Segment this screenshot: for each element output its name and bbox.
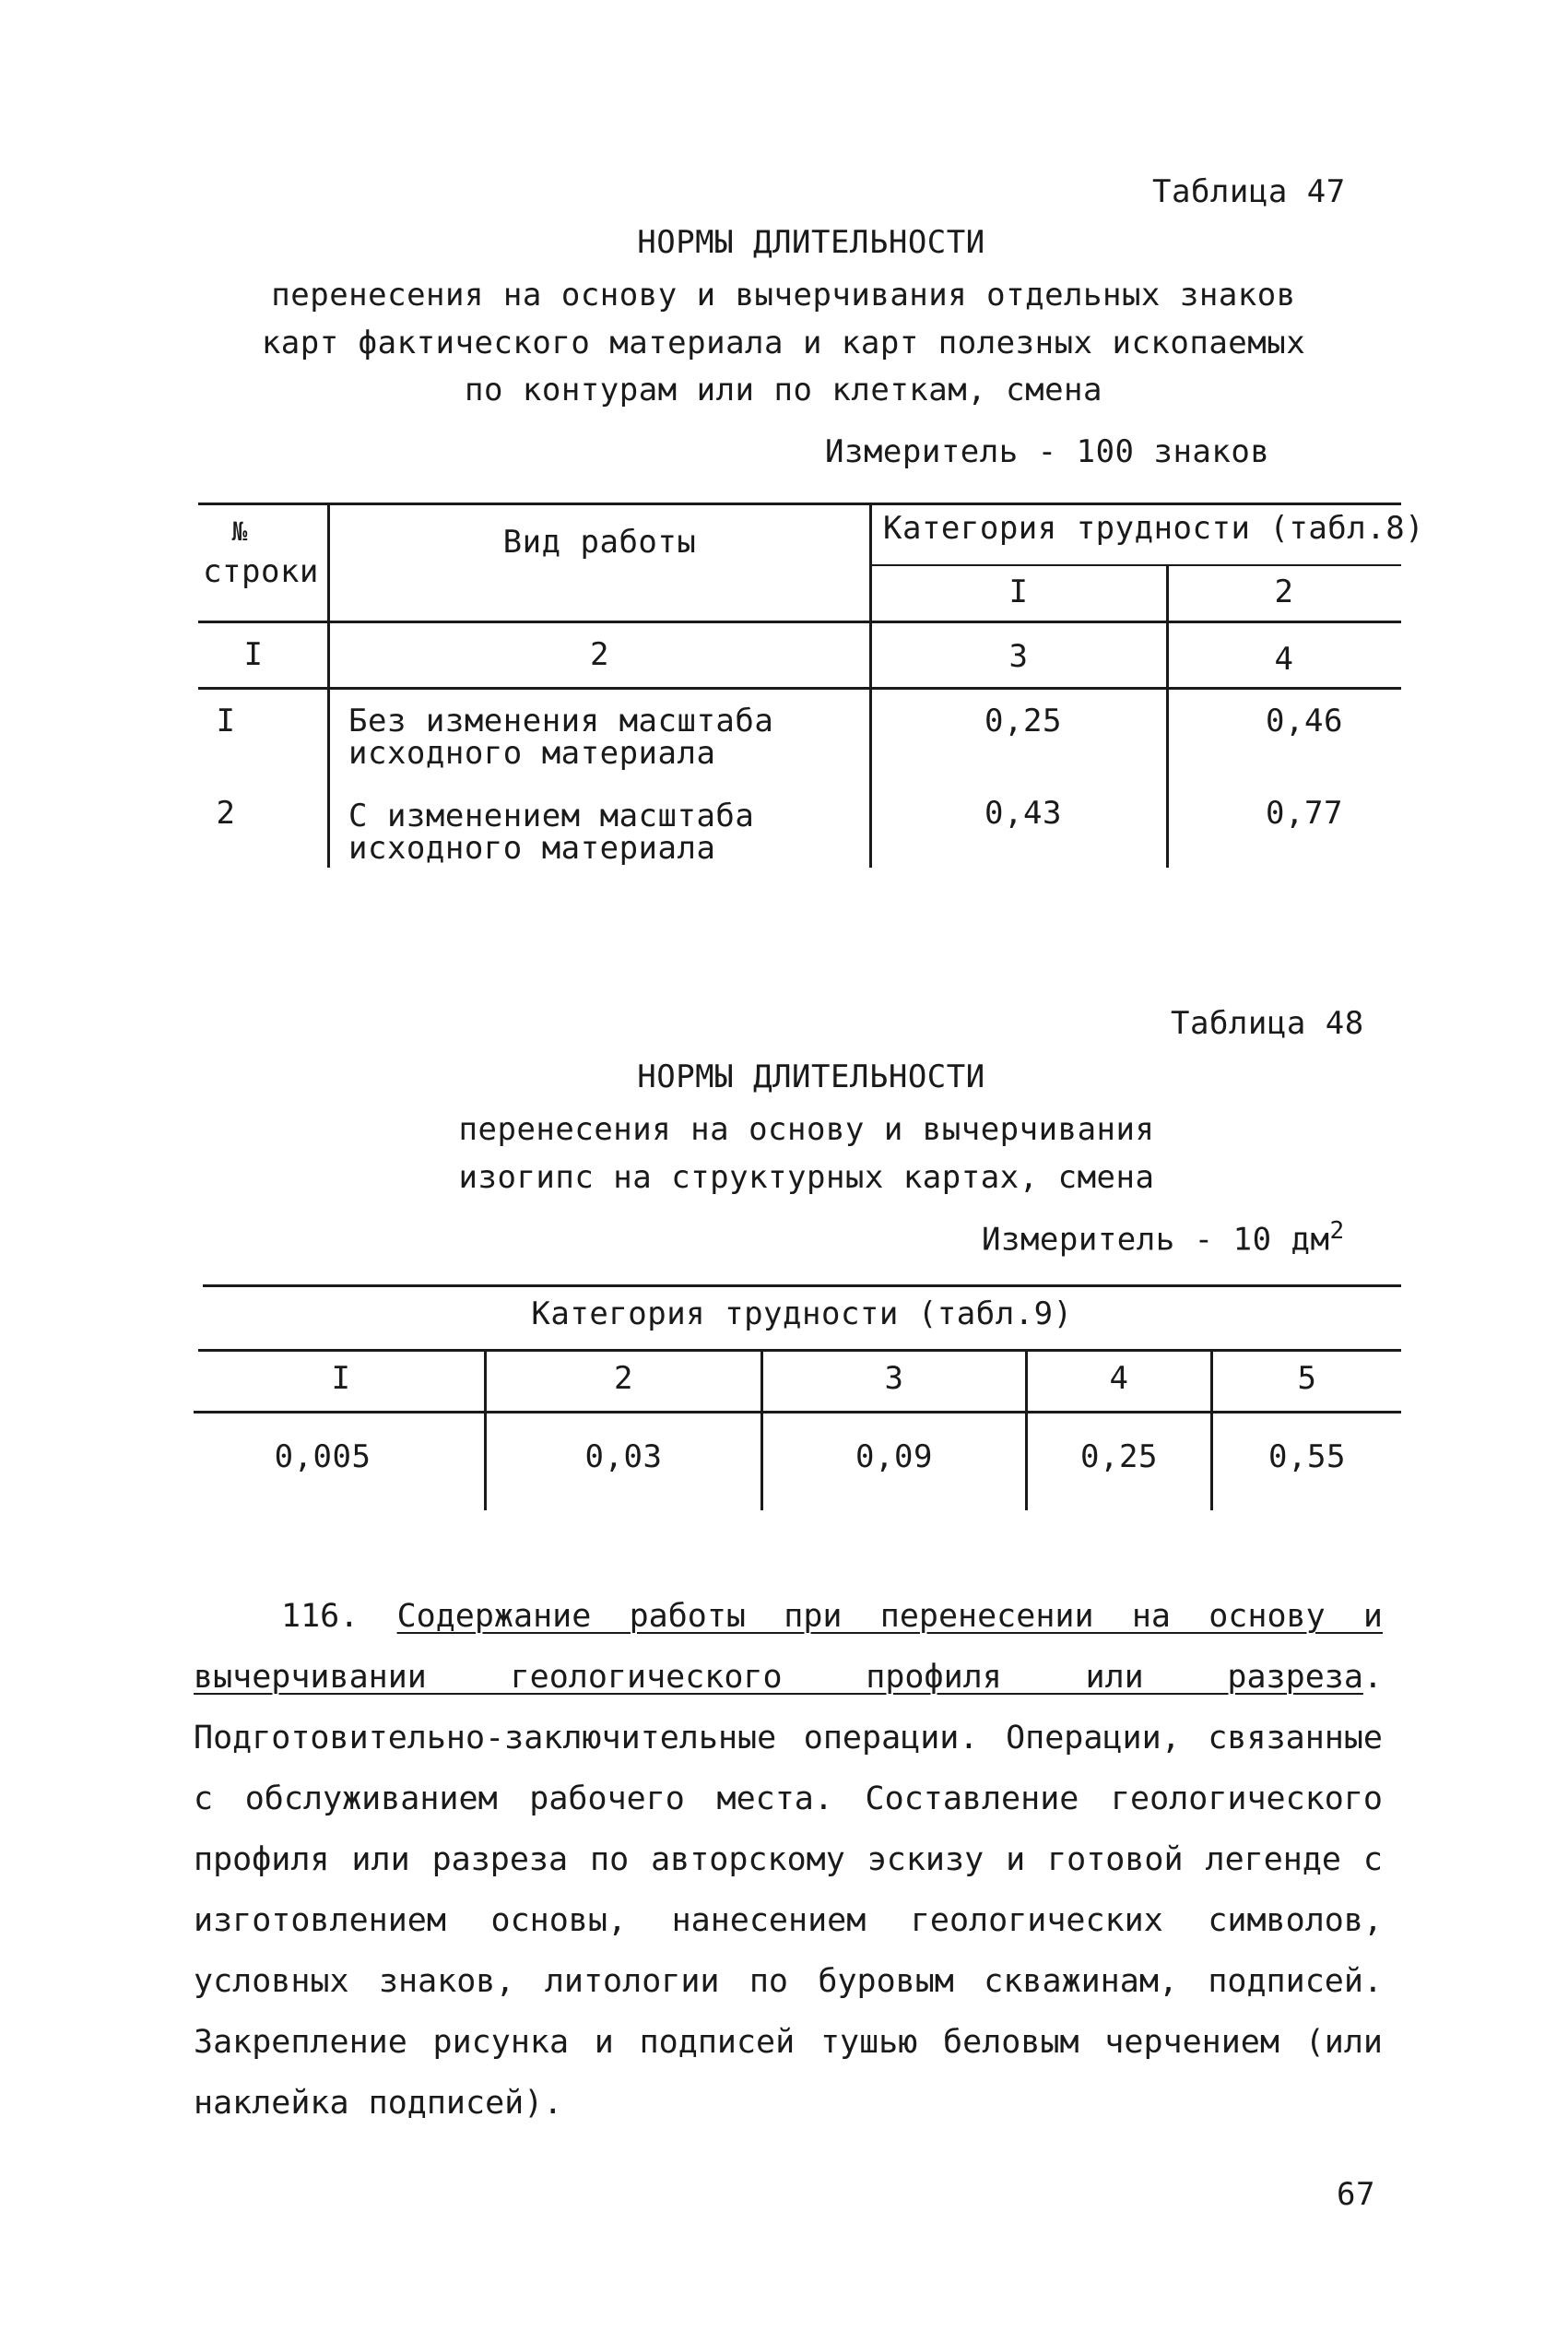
work-type-header: Вид работы — [502, 524, 697, 561]
page-number: 67 — [1337, 2176, 1375, 2213]
row-number: I — [216, 703, 236, 739]
table48-subtitle-line: перенесения на основу и вычерчивания — [458, 1111, 1155, 1148]
row-number-header: строки — [203, 553, 319, 590]
table48-measure-text: Измеритель - 10 дм — [982, 1221, 1330, 1259]
table48-header-rule — [198, 1349, 1401, 1352]
table47-subtitle-line: перенесения на основу и вычерчивания отдельных знаков — [271, 277, 1296, 313]
category-header: Категория трудности (табл.8) — [883, 510, 1425, 547]
column-number: 3 — [1008, 638, 1029, 675]
category-number: 2 — [614, 1360, 633, 1397]
paragraph-body: Подготовительно-заключительные операции. Операции, связанные с обслуживанием рабочего места. Составление геологического профиля или разреза по авторскому эскизу и готовой легенде с изготовлением основы, нанесением геологических символов, условных знаков, литологии по буровым скважинам, подписей. Закрепление рисунка и подписей тушью беловым черчением (или наклейка подписей). — [194, 1720, 1383, 2122]
value-cell: 0,77 — [1266, 795, 1343, 832]
category-2-header: 2 — [1274, 574, 1294, 610]
value-cell: 0,25 — [984, 703, 1062, 739]
work-type-cell: Без изменения масштаба — [348, 703, 774, 739]
value-cell: 0,25 — [1080, 1438, 1158, 1475]
table48-measure — [982, 1217, 1345, 1258]
paragraph-heading: Содержание работы при перенесении на основу и вычерчивании геологического профиля или разреза — [194, 1598, 1384, 1696]
table47-colnum-rule — [198, 687, 1401, 690]
table48-title: НОРМЫ ДЛИТЕЛЬНОСТИ — [637, 1059, 985, 1095]
column-number: I — [243, 636, 264, 673]
value-cell: 0,55 — [1268, 1438, 1346, 1475]
value-cell: 0,005 — [274, 1438, 371, 1475]
value-cell: 0,09 — [855, 1438, 933, 1475]
table48-subtitle-line: изогипс на структурных картах, смена — [458, 1159, 1155, 1196]
work-type-cell: С изменением масштаба — [348, 798, 755, 834]
column-number: 2 — [590, 636, 609, 673]
value-cell: 0,03 — [584, 1438, 663, 1475]
value-cell: 0,46 — [1266, 703, 1343, 739]
table48-measure-sup: 2 — [1329, 1217, 1345, 1245]
table47-col-divider — [1166, 566, 1169, 868]
table47-subtitle-line: по контурам или по клеткам, смена — [464, 372, 1102, 408]
table48-label: Таблица 48 — [1171, 1005, 1364, 1042]
category-header: Категория трудности (табл.9) — [531, 1295, 1073, 1332]
table47-measure: Измеритель - 100 знаков — [825, 433, 1270, 470]
row-number-header: № — [231, 516, 248, 547]
paragraph-116: 116. Содержание работы при перенесении на основу и вычерчивании геологического профиля или разреза. Подготовительно-заключительные операции. Операции, связанные с обслуживанием рабочего места. Составление геологического профиля или разреза по авторскому эскизу и готовой легенде с изготовлением основы, нанесением геологических символов, условных знаков, литологии по буровым скважинам, подписей. Закрепление рисунка и подписей тушью беловым черчением (или наклейка подписей). — [194, 1598, 1384, 2122]
table47-col-divider — [869, 505, 872, 868]
table47-subtitle-line: карт фактического материала и карт полезных ископаемых — [261, 325, 1306, 361]
column-number: 4 — [1274, 641, 1294, 678]
table47-subheader-rule — [871, 564, 1401, 566]
work-type-cell: исходного материала — [348, 830, 716, 867]
work-type-cell: исходного материала — [348, 735, 716, 772]
row-number: 2 — [216, 795, 236, 832]
table47-top-rule — [198, 503, 1401, 505]
table47-title: НОРМЫ ДЛИТЕЛЬНОСТИ — [637, 224, 985, 261]
value-cell: 0,43 — [984, 795, 1062, 832]
paragraph-number: 116. — [281, 1598, 360, 1635]
category-number: I — [331, 1360, 351, 1397]
category-number: 3 — [884, 1360, 904, 1397]
table48-top-rule — [203, 1284, 1401, 1287]
table47-label: Таблица 47 — [1152, 173, 1346, 210]
category-number: 4 — [1109, 1360, 1129, 1397]
category-1-header: I — [1008, 574, 1029, 610]
table47-header-rule — [198, 621, 1401, 623]
category-number: 5 — [1297, 1360, 1317, 1397]
table48-colnum-rule — [194, 1411, 1401, 1413]
